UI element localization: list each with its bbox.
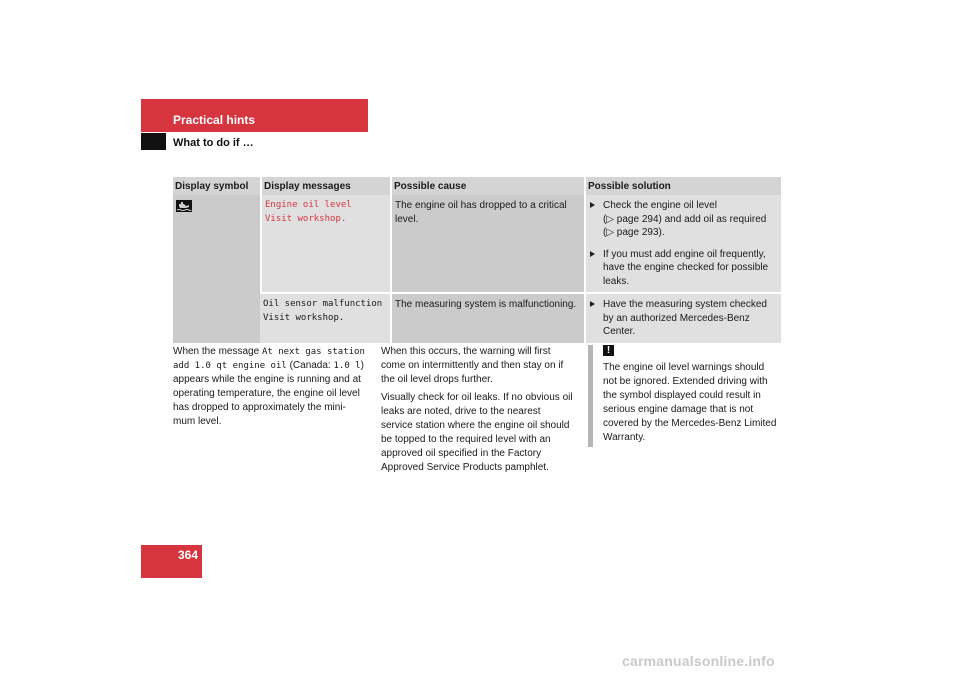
watermark: carmanualsonline.info bbox=[622, 653, 775, 669]
col-header-messages: Display messages bbox=[260, 177, 390, 195]
cause-cell: The measuring system is malfunctioning. bbox=[390, 294, 584, 345]
table-header-row bbox=[173, 177, 781, 195]
col-header-cause: Possible cause bbox=[390, 177, 584, 195]
warning-note: The engine oil level warnings should not be ignored. Extended driving with the symbol displayed could result in serious engine damage that is not covered by the Mercedes-Benz Limited Warranty. bbox=[603, 362, 777, 443]
solution-item: Have the measuring system checked by an authorized Mercedes-Benz Center. bbox=[589, 298, 778, 339]
display-message-line: Visit workshop. bbox=[263, 312, 345, 323]
symbol-cell bbox=[173, 195, 260, 345]
page-number: 364 bbox=[177, 548, 198, 562]
mono-message: At next gas station bbox=[261, 347, 365, 357]
section-title: Practical hints bbox=[173, 113, 256, 127]
warning-icon: ! bbox=[603, 345, 614, 356]
display-message-line: Visit workshop. bbox=[265, 213, 347, 224]
body-column-1: When the message At next gas station add 1.0 qt engine oil (Canada: 1.0 l) appears while the engine is running and at operating temperature, the engine oil level has dropped to approximately the mini- mum level. bbox=[173, 346, 365, 427]
note-sidebar bbox=[588, 345, 593, 447]
bullet-arrow-icon bbox=[590, 202, 595, 208]
message-cell bbox=[260, 294, 390, 345]
table-row bbox=[173, 294, 781, 345]
display-message-line: Engine oil level bbox=[265, 200, 352, 210]
message-cell bbox=[260, 195, 390, 294]
mono-message: 1.0 l bbox=[333, 361, 361, 371]
solution-cell bbox=[584, 294, 781, 345]
table-row bbox=[173, 195, 781, 294]
col-header-solution: Possible solution bbox=[584, 177, 781, 195]
bullet-arrow-icon bbox=[590, 251, 595, 257]
solution-item: If you must add engine oil frequently, have the engine checked for possible leaks. bbox=[589, 248, 778, 289]
col-header-symbol: Display symbol bbox=[173, 177, 260, 195]
bullet-arrow-icon bbox=[590, 301, 595, 307]
solution-cell bbox=[584, 195, 781, 294]
body-column-2 bbox=[381, 345, 581, 479]
messages-table bbox=[173, 177, 781, 345]
paragraph: When this occurs, the warning will first come on intermittently and then stay on if the oil level drops further. bbox=[381, 346, 564, 385]
paragraph: Visually check for oil leaks. If no obvious oil leaks are noted, drive to the nearest service station where the engine oil should be topped to the required level with an approved oil specified in the Factory Approved Service Products pamphlet. bbox=[381, 392, 573, 473]
subheader-marker bbox=[141, 133, 166, 150]
section-subtitle: What to do if … bbox=[173, 137, 254, 149]
cause-cell: The engine oil has dropped to a critical level. bbox=[390, 195, 584, 294]
mono-message: add 1.0 qt engine oil bbox=[173, 361, 287, 371]
engine-oil-icon bbox=[176, 200, 192, 212]
display-message-line: Oil sensor malfunction bbox=[263, 299, 383, 309]
solution-item: Check the engine oil level (▷ page 294) and add oil as required (▷ page 293). bbox=[589, 199, 778, 240]
